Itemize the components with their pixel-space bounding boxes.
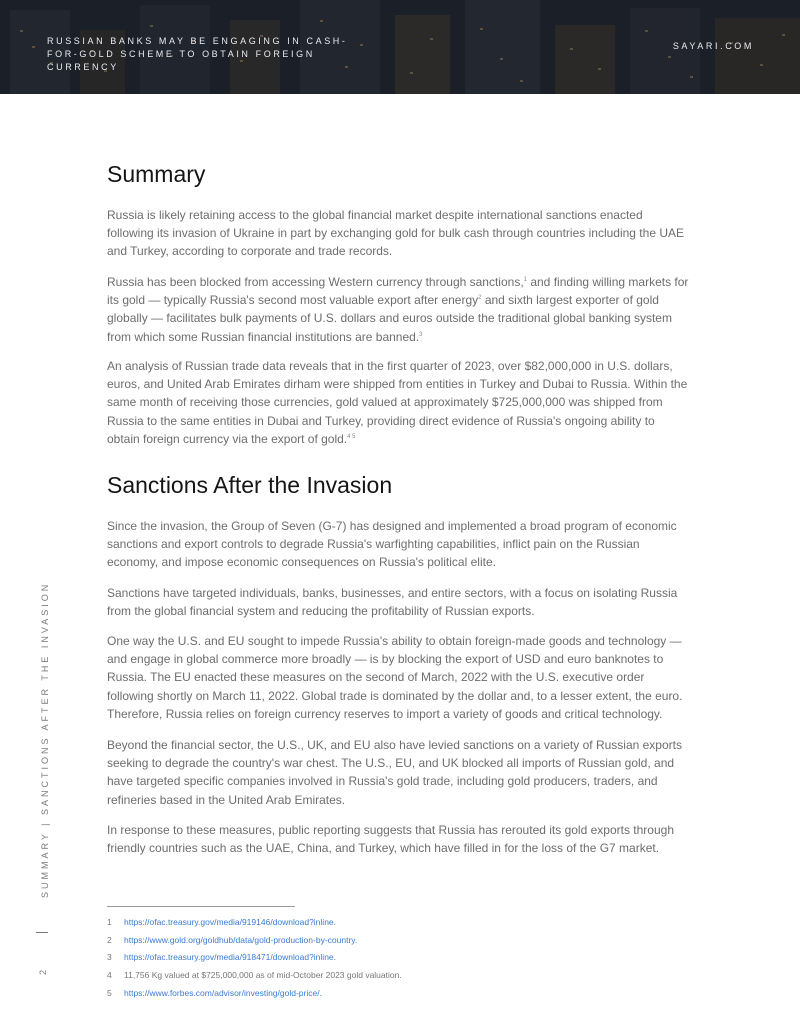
sanctions-paragraph-1: Since the invasion, the Group of Seven (G-7) has designed and implemented a broad program of economic sanctions and export controls to degrade Russia's warfighting capabilities, inflict pain on the Russian economy, and impose economic consequences on Russia's political elite. [107, 519, 677, 570]
header-banner [0, 0, 800, 94]
sidebar-divider [36, 932, 48, 933]
summary-heading: Summary [107, 161, 206, 187]
footnote-link[interactable]: https://www.forbes.com/advisor/investing/gold-price/. [124, 988, 322, 998]
footnote-link[interactable]: https://ofac.treasury.gov/media/919146/download?inline. [124, 917, 337, 927]
footnote-number: 2 [107, 935, 112, 945]
sanctions-heading: Sanctions After the Invasion [107, 472, 393, 498]
footnote-ref[interactable]: 1 [523, 277, 527, 283]
page-number: 2 [38, 969, 48, 975]
footnote-3 [107, 951, 336, 963]
footnote-link[interactable]: https://ofac.treasury.gov/media/918471/download?inline. [124, 952, 337, 962]
footnote-1 [107, 916, 336, 928]
footnote-number: 1 [107, 917, 112, 927]
text-segment: and finding willing markets for its gold — typically Russia's second most valuable export after energy [107, 275, 689, 308]
text-segment: An analysis of Russian trade data reveals that in the first quarter of 2023, over $82,000,000 in U.S. dollars, euros, and United Arab Emirates dirham were shipped from entities in Turkey and Dubai to Russia. Within the same month of receiving those currencies, gold valued at approximately $725,000,000 was shipped from Russia to the same entities in Dubai and Turkey, providing direct evidence of Russia's ongoing ability to obtain foreign currency via the export of gold. [107, 359, 688, 446]
summary-paragraph-3 [107, 357, 689, 448]
sanctions-paragraph-2: Sanctions have targeted individuals, banks, businesses, and entire sectors, with a focus on isolating Russia from the global financial system and reducing the profitability of Russian exports. [107, 586, 678, 619]
summary-paragraph-2 [107, 273, 689, 346]
text-segment: and sixth largest exporter of gold globally — facilitates bulk payments of U.S. dollars and euros outside the traditional global banking system from which some Russian financial institutions are banned. [107, 293, 672, 344]
report-title: RUSSIAN BANKS MAY BE ENGAGING IN CASH-FOR-GOLD SCHEME TO OBTAIN FOREIGN CURRENCY [47, 36, 348, 72]
footnote-number: 3 [107, 952, 112, 962]
footnote-ref[interactable]: 2 [478, 295, 482, 302]
footnote-ref[interactable]: 4 5 [347, 433, 356, 440]
sanctions-paragraph-3: One way the U.S. and EU sought to impede Russia's ability to obtain foreign-made goods and technology — and engage in global commerce more broadly — is by blocking the export of USD and euro banknotes to Russia. The EU enacted these measures on the second of March, 2022 with the U.S. executive order following shortly on March 11, 2022. Global trade is dominated by the dollar and, to a lesser extent, the euro. Therefore, Russia relies on foreign currency reserves to import a variety of goods and critical technology. [107, 634, 683, 721]
footnote-text: 11,756 Kg valued at $725,000,000 as of mid-October 2023 gold valuation. [124, 970, 402, 980]
footnote-2 [107, 934, 357, 946]
sidebar-section-label: SUMMARY | SANCTIONS AFTER THE INVASION [40, 581, 50, 898]
footnote-number: 4 [107, 970, 112, 980]
sanctions-paragraph-5: In response to these measures, public reporting suggests that Russia has rerouted its gold exports through friendly countries such as the UAE, China, and Turkey, which have filled in for the loss of the G7 market. [107, 823, 674, 856]
sanctions-paragraph-4: Beyond the financial sector, the U.S., UK, and EU also have levied sanctions on a variety of Russian exports seeking to degrade the country's war chest. The U.S., EU, and UK blocked all imports of Russian gold, and have targeted specific companies involved in Russia's gold trade, including gold producers, traders, and refineries based in the United Arab Emirates. [107, 738, 682, 807]
footnote-number: 5 [107, 988, 112, 998]
footnote-divider [107, 906, 295, 907]
text-segment: Russia has been blocked from accessing Western currency through sanctions, [107, 275, 524, 289]
site-link[interactable]: SAYARI.COM [672, 41, 754, 51]
summary-paragraph-1: Russia is likely retaining access to the global financial market despite international sanctions enacted following its invasion of Ukraine in part by exchanging gold for bulk cash through countries including the UAE and Turkey, according to corporate and trade records. [107, 208, 684, 259]
footnote-link[interactable]: https://www.gold.org/goldhub/data/gold-production-by-country. [124, 935, 358, 945]
footnote-5 [107, 987, 322, 999]
footnote-ref[interactable]: 3 [419, 331, 423, 338]
footnote-4 [107, 969, 402, 981]
